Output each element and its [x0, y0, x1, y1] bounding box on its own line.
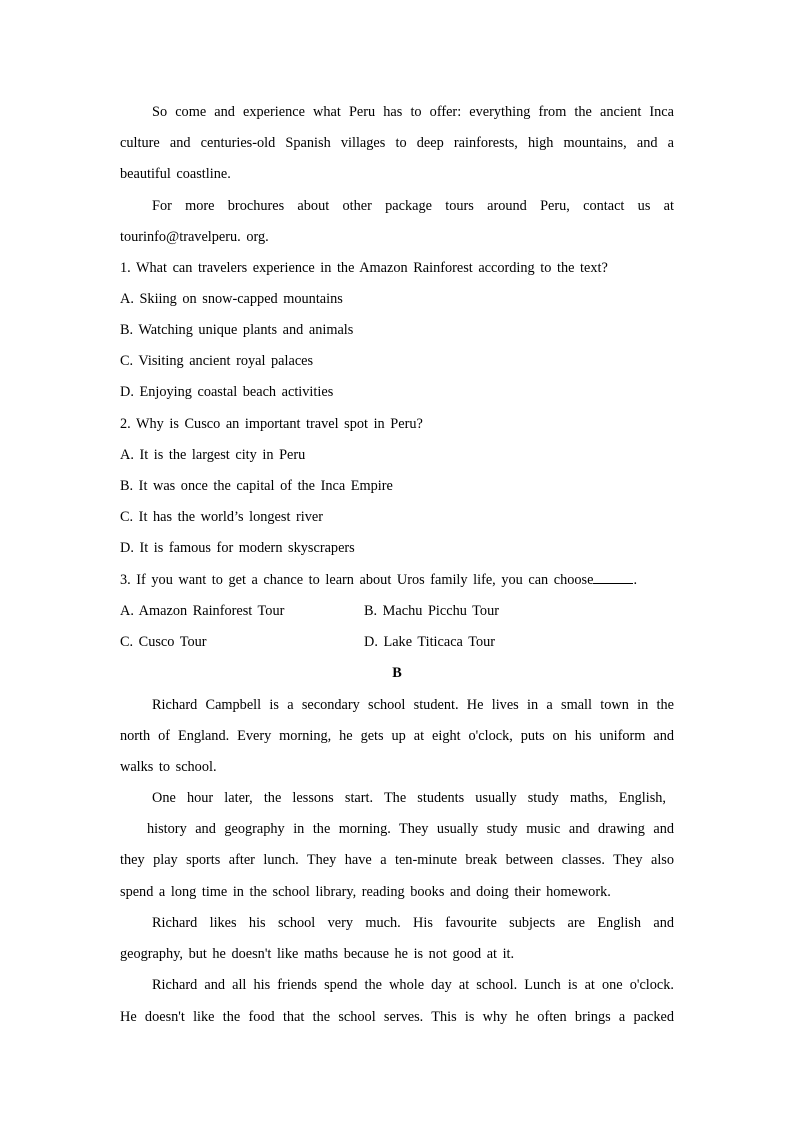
passage-b-line-7: spend a long time in the school library, reading books and doing their homework.	[120, 884, 611, 900]
question-2-stem: 2. Why is Cusco an important travel spot in Peru?	[120, 416, 423, 432]
passage-b-line-3: walks to school.	[120, 759, 217, 775]
passage-b-line-4: One hour later, the lessons start. The students usually study maths, English,	[152, 790, 666, 806]
question-3-stem	[120, 569, 674, 591]
question-3-option-d: D. Lake Titicaca Tour	[364, 634, 495, 650]
section-b-heading: B	[392, 665, 402, 681]
passage-a-p1-line-1: So come and experience what Peru has to offer: everything from the ancient Inca	[152, 104, 674, 120]
question-3-stem-end: .	[633, 572, 638, 588]
answer-blank	[593, 570, 633, 584]
question-1-stem: 1. What can travelers experience in the Amazon Rainforest according to the text?	[120, 260, 608, 276]
passage-b-line-5: history and geography in the morning. They usually study music and drawing and	[147, 821, 674, 837]
passage-a-p1-line-3: beautiful coastline.	[120, 166, 231, 182]
question-3-option-a: A. Amazon Rainforest Tour	[120, 603, 285, 619]
question-1-option-c: C. Visiting ancient royal palaces	[120, 353, 314, 369]
question-1-option-b: B. Watching unique plants and animals	[120, 322, 354, 338]
question-3-option-c: C. Cusco Tour	[120, 634, 207, 650]
passage-b-line-10: Richard and all his friends spend the whole day at school. Lunch is at one o'clock.	[152, 977, 674, 993]
question-3-option-b: B. Machu Picchu Tour	[364, 603, 499, 619]
passage-b-line-6: they play sports after lunch. They have a ten-minute break between classes. They also	[120, 852, 674, 868]
passage-b-line-8: Richard likes his school very much. His favourite subjects are English and	[152, 915, 674, 931]
question-2-option-c: C. It has the world’s longest river	[120, 509, 323, 525]
question-2-option-b: B. It was once the capital of the Inca Empire	[120, 478, 393, 494]
passage-a-p1-line-2: culture and centuries-old Spanish villages to deep rainforests, high mountains, and a	[120, 135, 674, 151]
passage-b-line-2: north of England. Every morning, he gets up at eight o'clock, puts on his uniform and	[120, 728, 674, 744]
passage-b-line-9: geography, but he doesn't like maths because he is not good at it.	[120, 946, 515, 962]
passage-a-p2-line-2: tourinfo@travelperu. org.	[120, 229, 269, 245]
question-2-option-a: A. It is the largest city in Peru	[120, 447, 306, 463]
question-2-option-d: D. It is famous for modern skyscrapers	[120, 540, 355, 556]
question-3-stem-text: 3. If you want to get a chance to learn about Uros family life, you can choose	[120, 572, 594, 588]
passage-b-line-11: He doesn't like the food that the school serves. This is why he often brings a packed	[120, 1009, 674, 1025]
question-1-option-a: A. Skiing on snow-capped mountains	[120, 291, 343, 307]
passage-b-line-1: Richard Campbell is a secondary school student. He lives in a small town in the	[152, 697, 674, 713]
passage-a-p2-line-1: For more brochures about other package tours around Peru, contact us at	[152, 198, 674, 214]
question-1-option-d: D. Enjoying coastal beach activities	[120, 384, 334, 400]
